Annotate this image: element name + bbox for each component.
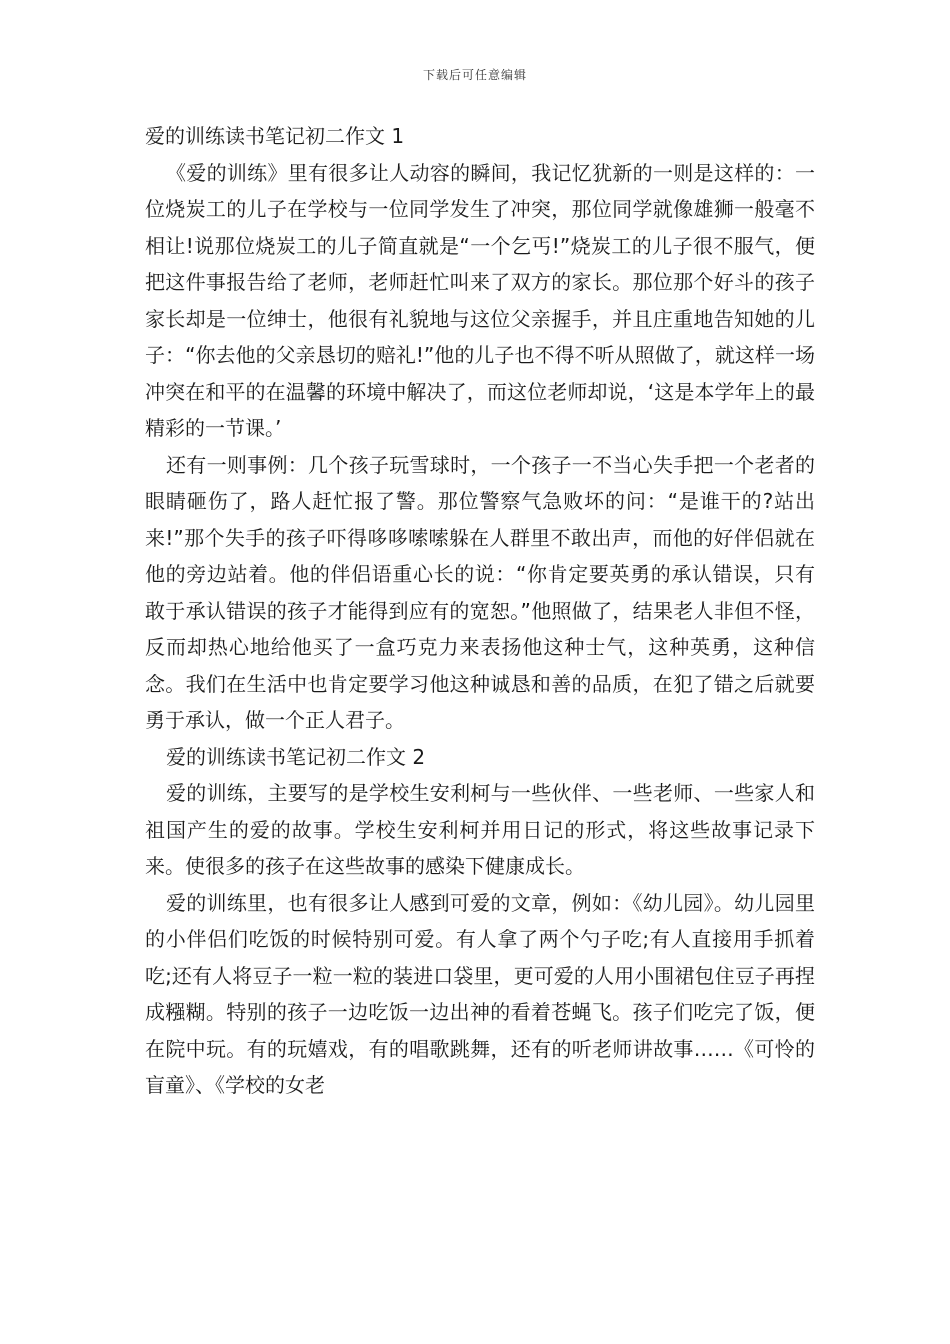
section-1-paragraph-2: 还有一则事例：几个孩子玩雪球时，一个孩子一不当心失手把一个老者的眼睛砸伤了，路人赶忙报了警。那位警察气急败坏的问：“是谁干的?站出来!”那个失手的孩子吓得哆哆嗦嗦躲在人群里不敢出声，而他的好伴侣就在他的旁边站着。他的伴侣语重心长的说：“你肯定要英勇的承认错误，只有敢于承认错误的孩子才能得到应有的宽恕。”他照做了，结果老人非但不怪，反而却热心地给他买了一盒巧克力来表扬他这种士气，这种英勇，这种信念。我们在生活中也肯定要学习他这种诚恳和善的品质，在犯了错之后就要勇于承认，做一个正人君子。: [145, 452, 815, 732]
article-body: [145, 118, 815, 1104]
section-1-paragraph-1: 《爱的训练》里有很多让人动容的瞬间，我记忆犹新的一则是这样的：一位烧炭工的儿子在学校与一位同学发生了冲突，那位同学就像雄狮一般毫不相让!说那位烧炭工的儿子简直就是“一个乞丐!”烧炭工的儿子很不服气，便把这件事报告给了老师，老师赶忙叫来了双方的家长。那位那个好斗的孩子家长却是一位绅士，他很有礼貌地与这位父亲握手，并且庄重地告知她的儿子：“你去他的父亲恳切的赔礼!”他的儿子也不得不听从照做了，就这样一场冲突在和平的在温馨的环境中解决了，而这位老师却说，‘这是本学年上的最精彩的一节课。’: [145, 160, 815, 440]
section-1-title: 爱的训练读书笔记初二作文 1: [145, 124, 405, 148]
section-2-paragraph-1: 爱的训练，主要写的是学校生安利柯与一些伙伴、一些老师、一些家人和祖国产生的爱的故事。学校生安利柯并用日记的形式，将这些故事记录下来。使很多的孩子在这些故事的感染下健康成长。: [145, 781, 815, 878]
section-2-title: 爱的训练读书笔记初二作文 2: [166, 744, 426, 769]
header-note: 下载后可任意编辑: [422, 68, 527, 82]
section-2-paragraph-2: 爱的训练里，也有很多让人感到可爱的文章，例如：《幼儿园》。幼儿园里的小伴侣们吃饭的时候特别可爱。有人拿了两个勺子吃;有人直接用手抓着吃;还有人将豆子一粒一粒的装进口袋里，更可爱的人用小围裙包住豆子再捏成糨糊。特别的孩子一边吃饭一边出神的看着苍蝇飞。孩子们吃完了饭，便在院中玩。有的玩嬉戏，有的唱歌跳舞，还有的听老师讲故事……《可怜的盲童》、《学校的女老: [145, 890, 815, 1097]
